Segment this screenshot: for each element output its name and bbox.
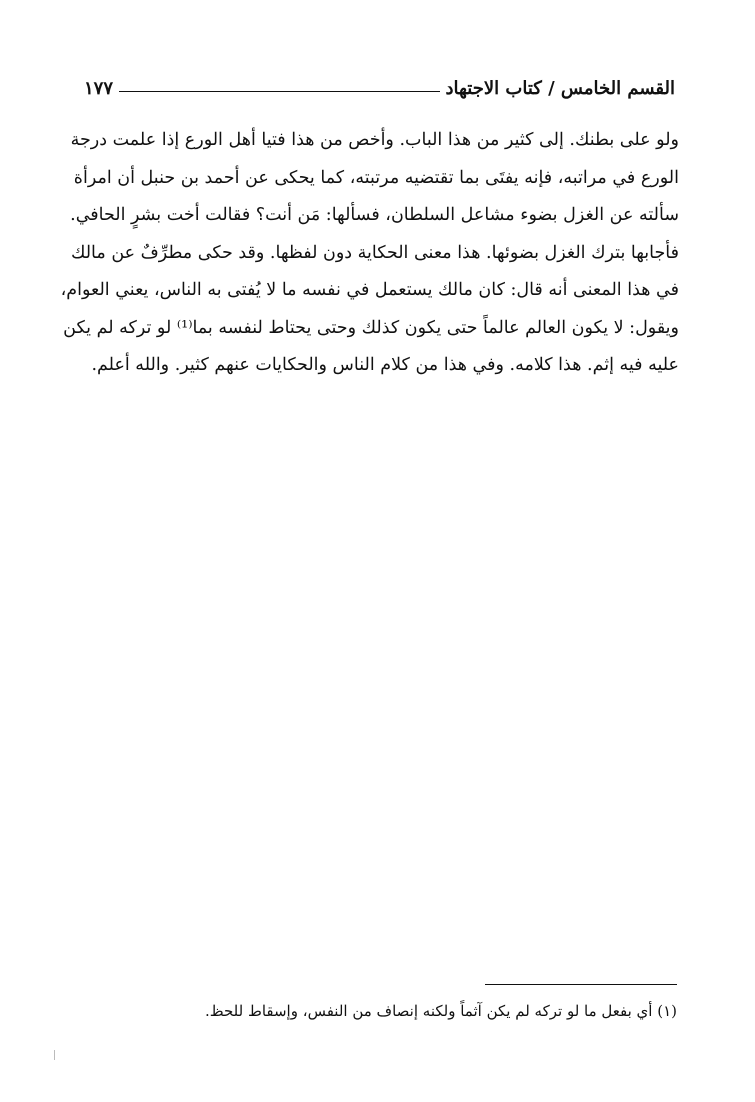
header-rule <box>119 91 439 92</box>
footnote-text: أي بفعل ما لو تركه لم يكن آثماً ولكنه إنصاف من النفس، وإسقاط للحظ. <box>204 1002 653 1020</box>
footnote <box>100 996 677 1026</box>
text-line: الورع في مراتبه، فإنه يفتَى بما تقتضيه مرتبته، كما يحكى عن أحمد بن حنبل أن امرأة <box>73 167 679 188</box>
text-line: فأجابها بترك الغزل بضوئها. هذا معنى الحكاية دون لفظها. وقد حكى مطرِّفٌ عن مالك <box>70 242 679 263</box>
page-number: ١٧٧ <box>84 77 114 99</box>
margin-mark <box>54 1050 55 1060</box>
text-line: عليه فيه إثم. هذا كلامه. وفي هذا من كلام الناس والحكايات عنهم كثير. والله أعلم. <box>91 355 679 375</box>
running-header <box>84 74 675 102</box>
footnote-separator <box>485 984 677 985</box>
header-title: القسم الخامس / كتاب الاجتهاد <box>445 77 675 99</box>
text-line: في هذا المعنى أنه قال: كان مالك يستعمل في نفسه ما لا يُفتى به الناس، يعني العوام، <box>60 280 679 300</box>
footnote-marker: (١) <box>657 1002 677 1020</box>
text-line: سألته عن الغزل بضوء مشاعل السلطان، فسألها: مَن أنت؟ فقالت أخت بشرٍ الحافي. <box>70 205 679 225</box>
body-text <box>60 122 679 385</box>
text-line: ويقول: لا يكون العالم عالماً حتى يكون كذلك وحتى يحتاط لنفسه بما⁽¹⁾ لو تركه لم يكن <box>63 317 679 338</box>
text-line: ولو على بطنك. إلى كثير من هذا الباب. وأخص من هذا فتيا أهل الورع إذا علمت درجة <box>70 130 679 150</box>
